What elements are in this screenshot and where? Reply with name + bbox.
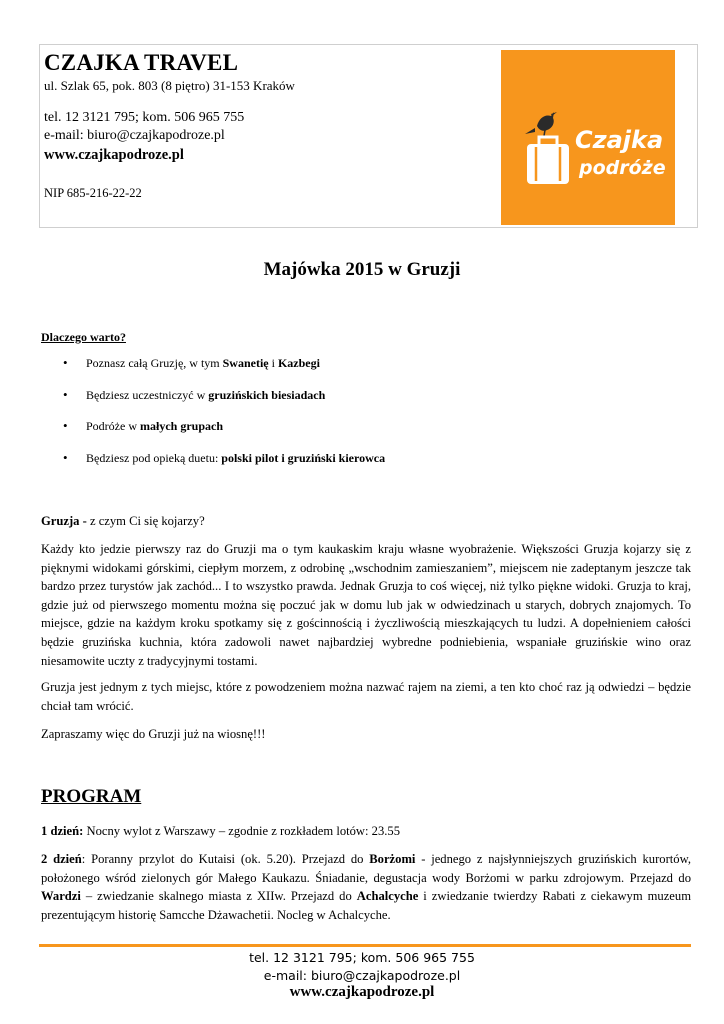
program-day-2: 2 dzień: Poranny przylot do Kutaisi (ok. 5.20). Przejazd do Borżomi - jednego z najsłynniejszych gruzińskich kurortów, położonego wśród zielonych gór Małego Kaukazu. Śniadanie, degustacja wody Borżomi w parku zdrojowym. Przejazd do Wardzi – zwiedzanie skalnego miasta z XIIw. Przejazd do Achalcyche i zwiedzanie twierdzy Rabati z ciekawym muzeum prezentującym historię Samcche Dżawachetii. Nocleg w Achalcyche. (41, 852, 692, 922)
suitcase-bird-icon (501, 50, 675, 225)
footer-email[interactable]: e-mail: biuro@czajkapodroze.pl (263, 968, 461, 983)
intro-paragraph-3: Zapraszamy więc do Gruzji już na wiosnę!!! (41, 727, 266, 741)
program-heading: PROGRAM (41, 786, 142, 807)
footer-phone: tel. 12 3121 795; kom. 506 965 755 (249, 950, 475, 965)
intro-paragraph-1: Każdy kto jedzie pierwszy raz do Gruzji ma o tym kaukaskim kraju własne wyobrażenie. Większości Gruzja kojarzy się z pięknymi widokami górskimi, ciepłym morzem, z odrobinę „wschodnim zamieszaniem”, miejscem nie zadeptanym jeszcze tak bardzo przez turystów jak zachód... I to wszystko prawda. Jednak Gruzja to coś więcej, niż tylko piękne widoki. Gruzja to kraj, gdzie już od pierwszego momentu można się poczuć jak w domu lub jak w odwiedzinach u starych, dobrych znajomych. To miejsce, gdzie na każdym kroku spotkamy się z gościnnością i życzliwością mieszkających tu ludzi. A dopełnieniem całości będzie gruzińska kuchnia, która zadowoli nawet najbardziej wybredne podniebienia, wspaniałe gruzińskie wino oraz niesamowite uczty z tradycyjnymi tostami. (41, 542, 691, 668)
page-title: Majówka 2015 w Gruzji (263, 259, 461, 280)
company-email[interactable]: e-mail: biuro@czajkapodroze.pl (44, 128, 225, 143)
letterhead (39, 44, 698, 228)
list-item: • Będziesz pod opieką duetu: polski pilot i gruziński kierowca (63, 451, 385, 483)
list-item: • Będziesz uczestniczyć w gruzińskich biesiadach (63, 388, 385, 420)
company-phone: tel. 12 3121 795; kom. 506 965 755 (44, 110, 245, 125)
intro-question: Gruzja - z czym Ci się kojarzy? (41, 514, 205, 528)
intro-paragraph-2: Gruzja jest jednym z tych miejsc, które z powodzeniem można nazwać rajem na ziemi, a ten kto choć raz ją odwiedzi – będzie chciał tam wrócić. (41, 680, 691, 713)
list-item: • Podróże w małych grupach (63, 419, 385, 451)
company-logo (501, 50, 675, 225)
why-list (63, 356, 385, 482)
why-heading: Dlaczego warto? (41, 330, 126, 344)
footer-website[interactable]: www.czajkapodroze.pl (289, 984, 435, 1000)
program-day-1: 1 dzień: Nocny wylot z Warszawy – zgodnie z rozkładem lotów: 23.55 (41, 824, 400, 838)
company-website[interactable]: www.czajkapodroze.pl (44, 147, 184, 163)
list-item: • Poznasz całą Gruzję, w tym Swanetię i Kazbegi (63, 356, 385, 388)
company-nip: NIP 685-216-22-22 (44, 186, 142, 200)
footer-divider (39, 944, 691, 947)
company-address: ul. Szlak 65, pok. 803 (8 piętro) 31-153 Kraków (44, 78, 295, 93)
logo-text-line2: podróże (579, 157, 666, 179)
company-name: CZAJKA TRAVEL (44, 50, 239, 75)
logo-text-line1: Czajka (575, 126, 664, 154)
